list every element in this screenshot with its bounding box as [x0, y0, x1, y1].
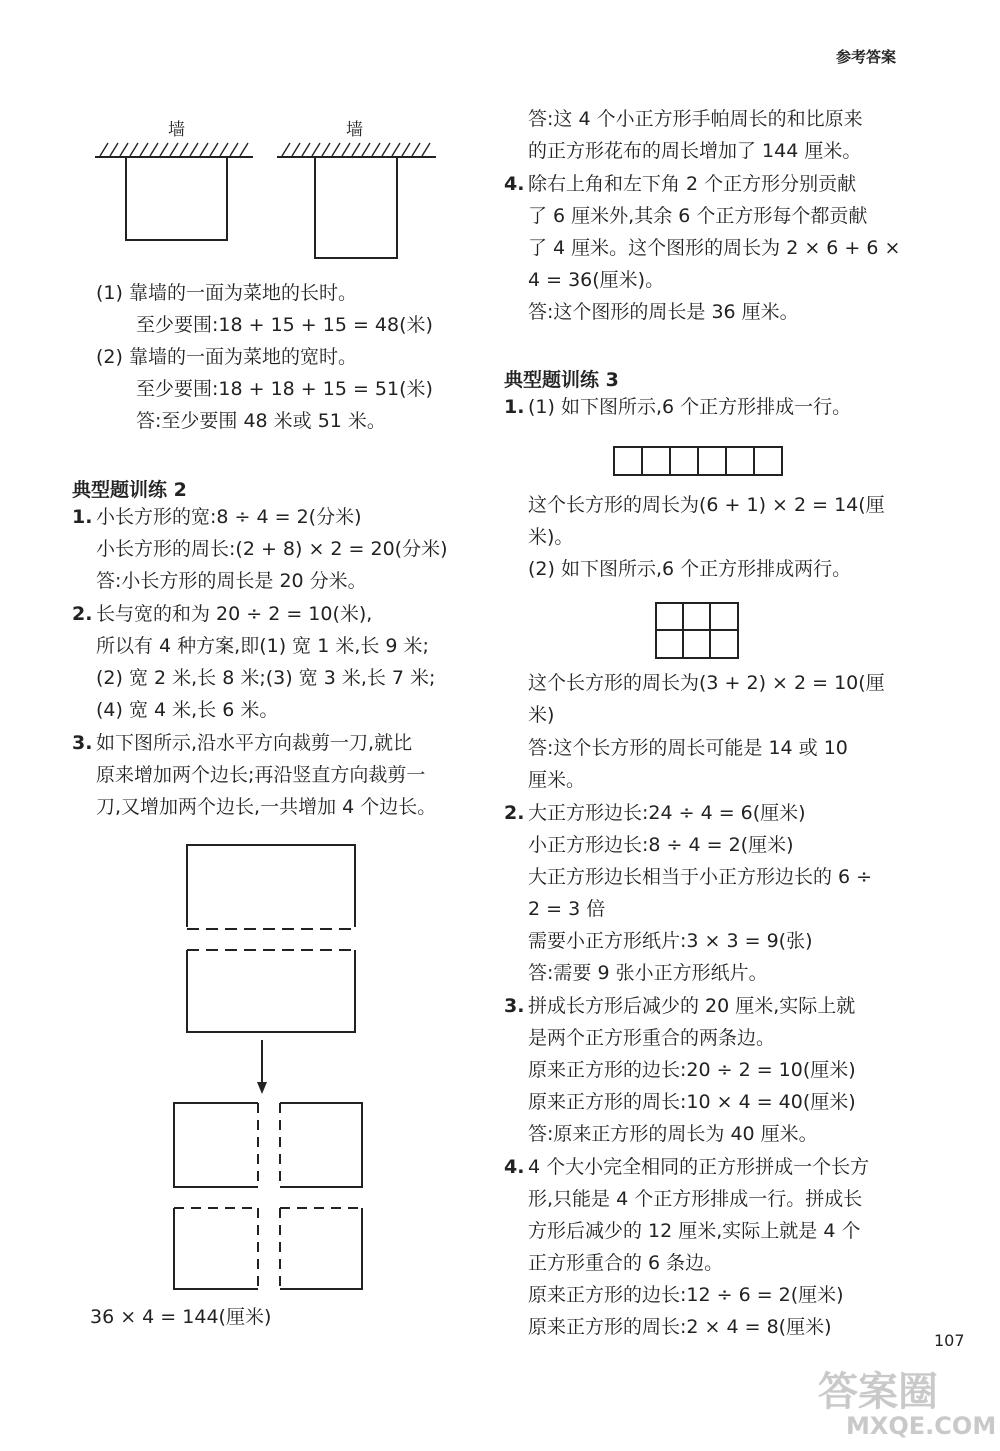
s3-q1-line: (2) 如下图所示,6 个正方形排成两行。: [528, 558, 852, 580]
s3-q1-line: 这个长方形的周长为(6 + 1) × 2 = 14(厘: [528, 494, 885, 516]
s2-q2-line: 长与宽的和为 20 ÷ 2 = 10(米),: [96, 603, 373, 625]
page-header-title: 参考答案: [836, 48, 897, 66]
s2-q1-line: 小长方形的宽:8 ÷ 4 = 2(分米): [96, 506, 362, 528]
watermark-logo: 答案圈: [818, 1369, 938, 1415]
s3-q4-line: 正方形重合的 6 条边。: [528, 1252, 724, 1274]
s2-q2-line: (4) 宽 4 米,长 6 米。: [96, 699, 279, 721]
s2-q3-line: 原来增加两个边长;再沿竖直方向裁剪一: [96, 764, 426, 786]
s3-q4-line: 原来正方形的周长:2 × 4 = 8(厘米): [528, 1316, 832, 1338]
watermark-url: MXQE.COM: [846, 1412, 997, 1440]
wall-diagram-width: [277, 143, 436, 258]
s3-q2-line: 小正方形边长:8 ÷ 4 = 2(厘米): [528, 834, 794, 856]
s2-q3-number: 3.: [72, 732, 93, 754]
s3-q1-line: 米): [528, 704, 555, 726]
cutting-diagram: [174, 845, 362, 1289]
answer-line: 的正方形花布的周长增加了 144 厘米。: [528, 140, 862, 162]
s3-q2-line: 大正方形边长:24 ÷ 4 = 6(厘米): [528, 802, 806, 824]
s2-q2-number: 2.: [72, 603, 93, 625]
s3-q1-line: (1) 如下图所示,6 个正方形排成一行。: [528, 396, 852, 418]
s3-q4-line: 方形后减少的 12 厘米,实际上就是 4 个: [528, 1220, 861, 1242]
answer-line: 答:至少要围 48 米或 51 米。: [136, 410, 386, 432]
s2-q1-line: 答:小长方形的周长是 20 分米。: [96, 570, 367, 592]
q4-line: 答:这个图形的周长是 36 厘米。: [528, 301, 799, 323]
s3-q2-line: 需要小正方形纸片:3 × 3 = 9(张): [528, 930, 813, 952]
s3-q3-line: 拼成长方形后减少的 20 厘米,实际上就: [528, 995, 856, 1017]
six-squares-one-row: [614, 447, 782, 475]
q4-number: 4.: [504, 173, 525, 195]
s2-q1-number: 1.: [72, 506, 93, 528]
s3-q1-line: 厘米。: [528, 769, 586, 791]
s2-q2-line: 所以有 4 种方案,即(1) 宽 1 米,长 9 米;: [96, 635, 429, 657]
wall-diagram-length: [95, 143, 253, 240]
s3-q2-line: 大正方形边长相当于小正方形边长的 6 ÷: [528, 866, 873, 888]
wall-label-2: 墙: [346, 120, 363, 140]
case-1-calc: 至少要围:18 + 15 + 15 = 48(米): [136, 314, 433, 336]
q4-line: 4 = 36(厘米)。: [528, 269, 665, 291]
s3-q3-line: 是两个正方形重合的两条边。: [528, 1027, 776, 1049]
s3-q4-line: 原来正方形的边长:12 ÷ 6 = 2(厘米): [528, 1284, 844, 1306]
s3-q2-number: 2.: [504, 802, 525, 824]
s2-q3-line: 如下图所示,沿水平方向裁剪一刀,就比: [96, 732, 413, 754]
page-number: 107: [934, 1331, 965, 1350]
six-squares-two-rows: [656, 603, 738, 658]
s3-q3-line: 原来正方形的周长:10 × 4 = 40(厘米): [528, 1091, 856, 1113]
q4-line: 除右上角和左下角 2 个正方形分别贡献: [528, 173, 857, 195]
s3-q2-line: 答:需要 9 张小正方形纸片。: [528, 962, 768, 984]
s3-q4-number: 4.: [504, 1156, 525, 1178]
case-1-line: (1) 靠墙的一面为菜地的长时。: [96, 282, 357, 304]
s3-q3-line: 原来正方形的边长:20 ÷ 2 = 10(厘米): [528, 1059, 856, 1081]
s2-q3-line: 刀,又增加两个边长,一共增加 4 个边长。: [96, 796, 437, 818]
s2-q1-line: 小长方形的周长:(2 + 8) × 2 = 20(分米): [96, 538, 448, 560]
section-3-title: 典型题训练 3: [504, 369, 619, 391]
s3-q1-number: 1.: [504, 396, 525, 418]
case-2-line: (2) 靠墙的一面为菜地的宽时。: [96, 346, 357, 368]
q4-line: 了 4 厘米。这个图形的周长为 2 × 6 + 6 ×: [528, 237, 901, 259]
wall-label-1: 墙: [168, 120, 185, 140]
s3-q1-line: 米)。: [528, 526, 574, 548]
case-2-calc: 至少要围:18 + 18 + 15 = 51(米): [136, 378, 433, 400]
s3-q4-line: 4 个大小完全相同的正方形拼成一个长方: [528, 1156, 870, 1178]
s3-q3-line: 答:原来正方形的周长为 40 厘米。: [528, 1123, 818, 1145]
answer-line: 答:这 4 个小正方形手帕周长的和比原来: [528, 108, 863, 130]
s3-q3-number: 3.: [504, 995, 525, 1017]
q4-line: 了 6 厘米外,其余 6 个正方形每个都贡献: [528, 205, 868, 227]
s3-q1-line: 这个长方形的周长为(3 + 2) × 2 = 10(厘: [528, 672, 885, 694]
section-2-title: 典型题训练 2: [72, 479, 187, 501]
s3-q1-line: 答:这个长方形的周长可能是 14 或 10: [528, 737, 848, 759]
s3-q2-line: 2 = 3 倍: [528, 898, 606, 920]
s3-q4-line: 形,只能是 4 个正方形排成一行。拼成长: [528, 1188, 863, 1210]
s2-q2-line: (2) 宽 2 米,长 8 米;(3) 宽 3 米,长 7 米;: [96, 667, 436, 689]
formula-line: 36 × 4 = 144(厘米): [90, 1306, 272, 1328]
